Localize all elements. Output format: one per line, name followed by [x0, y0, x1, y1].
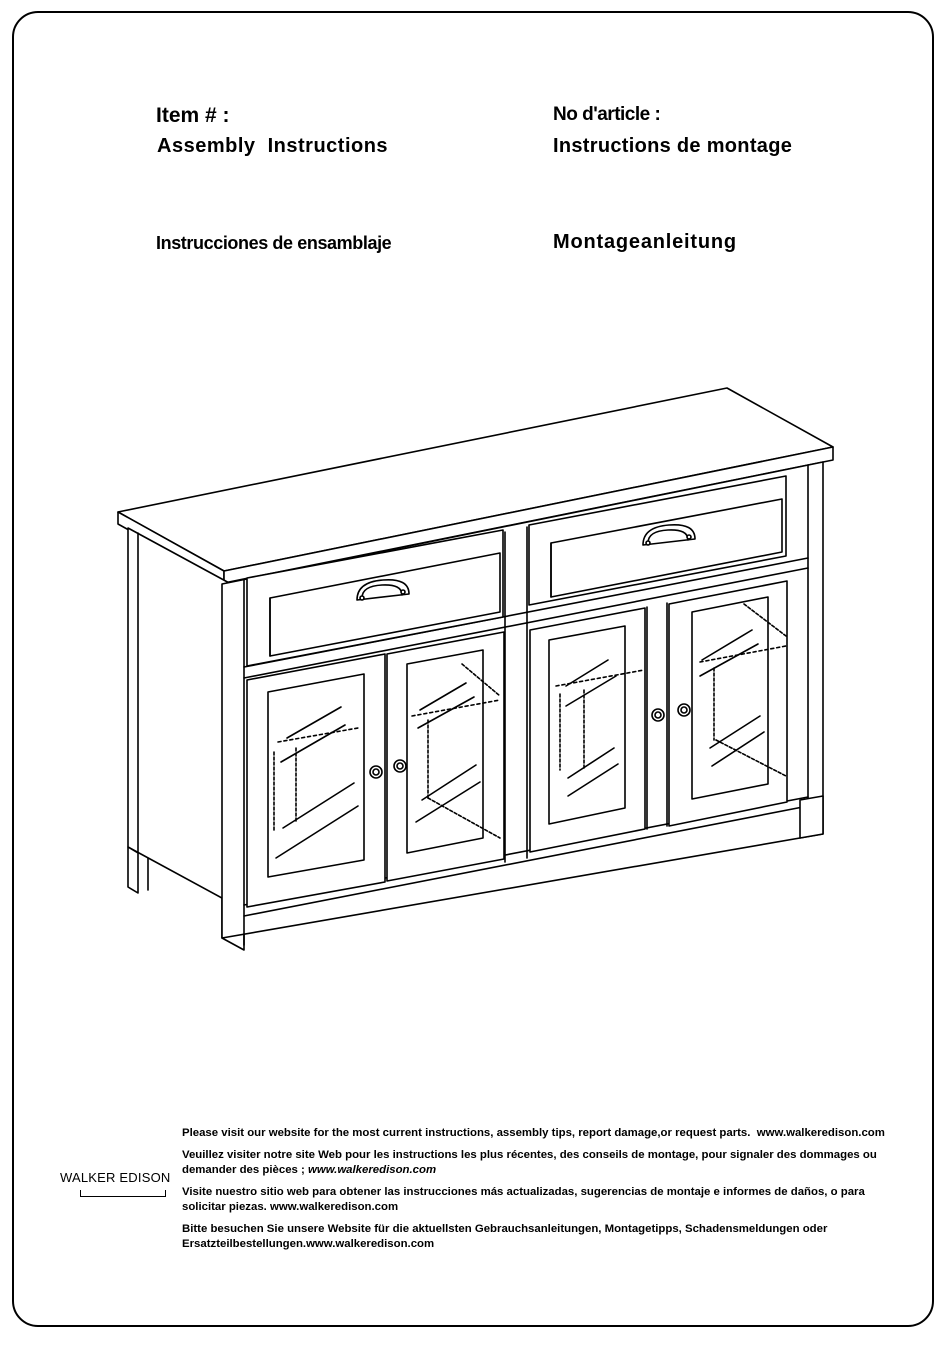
title-english: Assembly Instructions: [157, 135, 389, 157]
item-number-label: Item # :: [156, 104, 230, 127]
footer-notice: [182, 1126, 910, 1259]
footer-german-url[interactable]: www.walkeredison.com: [306, 1238, 435, 1250]
footer-english-text: Please visit our website for the most current instructions, assembly tips, report damage,or request parts.: [182, 1127, 751, 1139]
title-spanish: Instrucciones de ensamblaje: [156, 233, 392, 253]
logo-text: WALKER EDISON: [60, 1170, 171, 1185]
footer-english: [182, 1126, 910, 1141]
footer-french-url[interactable]: www.walkeredison.com: [308, 1164, 437, 1176]
door-1: [247, 654, 385, 907]
article-number-label: No d'article :: [553, 104, 661, 125]
footer-german: [182, 1222, 910, 1252]
door-4: [669, 581, 787, 826]
footer-spanish-text: Visite nuestro sitio web para obtener las instrucciones más actualizadas, sugerencias de montaje e informes de daños, o para solicitar piezas.: [182, 1186, 865, 1213]
door-2: [387, 632, 504, 881]
title-french: Instructions de montage: [553, 135, 793, 157]
logo-underline: [80, 1190, 166, 1197]
footer-french: [182, 1148, 910, 1178]
title-german: Montageanleitung: [553, 231, 737, 253]
footer-french-text: Veuillez visiter notre site Web pour les instructions les plus récentes, des conseils de montage, pour signaler des dommages ou demander des pièces ;: [182, 1149, 877, 1176]
footer-spanish: [182, 1185, 910, 1215]
walker-edison-logo: [60, 1170, 182, 1208]
sideboard-illustration: [112, 384, 842, 954]
footer-english-url[interactable]: www.walkeredison.com: [756, 1127, 885, 1139]
footer-german-text: Bitte besuchen Sie unsere Website für die aktuellsten Gebrauchsanleitungen, Montagetipps, Schadensmeldungen oder Ersatzteilbestellungen.: [182, 1223, 828, 1250]
door-3: [530, 608, 664, 852]
footer-spanish-url[interactable]: www.walkeredison.com: [270, 1201, 399, 1213]
